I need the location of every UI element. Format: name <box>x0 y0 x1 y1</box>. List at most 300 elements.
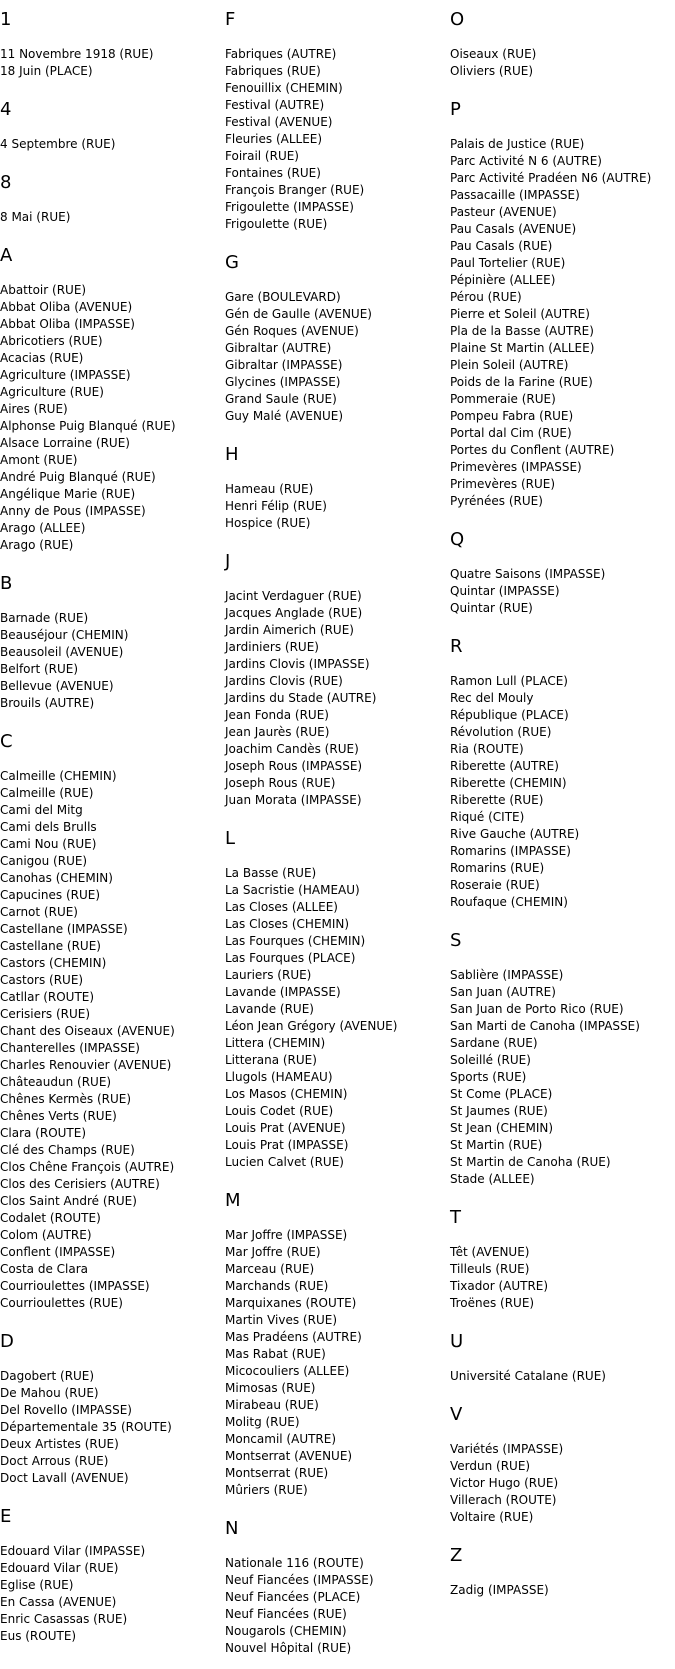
street-item: Alsace Lorraine (RUE) <box>0 436 130 450</box>
street-item: Départementale 35 (ROUTE) <box>0 1420 172 1434</box>
street-item: Abbat Oliba (AVENUE) <box>0 300 133 314</box>
section-spacer <box>450 1188 675 1198</box>
letter-heading: M <box>225 1190 241 1211</box>
street-list <box>225 1227 450 1499</box>
street-item: Edouard Vilar (RUE) <box>0 1561 119 1575</box>
street-item: Deux Artistes (RUE) <box>0 1437 119 1451</box>
street-item: Jardins du Stade (AUTRE) <box>225 691 377 705</box>
street-list <box>450 1244 675 1312</box>
letter-section-s <box>450 929 675 1198</box>
section-spacer <box>450 911 675 921</box>
street-list <box>450 1582 675 1599</box>
street-item: Dagobert (RUE) <box>0 1369 95 1383</box>
letter-section-e <box>0 1505 225 1655</box>
street-item: Joachim Candès (RUE) <box>225 742 359 756</box>
letter-section-t <box>450 1206 675 1322</box>
street-index-column-2 <box>225 0 450 1667</box>
street-item: Eglise (RUE) <box>0 1578 74 1592</box>
letter-section-p <box>450 98 675 520</box>
section-spacer <box>225 809 450 819</box>
letter-heading: S <box>450 930 462 951</box>
section-spacer <box>0 226 225 236</box>
street-list <box>0 282 225 554</box>
letter-section-m <box>225 1189 450 1509</box>
section-spacer <box>450 1526 675 1536</box>
street-item: Gibraltar (AUTRE) <box>225 341 332 355</box>
street-item: Abbat Oliba (IMPASSE) <box>0 317 135 331</box>
street-item: Mimosas (RUE) <box>225 1381 316 1395</box>
street-item: Doct Arrous (RUE) <box>0 1454 109 1468</box>
letter-section-j <box>225 550 450 819</box>
street-item: St Jean (CHEMIN) <box>450 1121 554 1135</box>
street-item: Angélique Marie (RUE) <box>0 487 136 501</box>
street-item: Jardin Aimerich (RUE) <box>225 623 354 637</box>
street-list <box>0 1543 225 1645</box>
street-item: Alphonse Puig Blanqué (RUE) <box>0 419 176 433</box>
street-item: Castellane (RUE) <box>0 939 101 953</box>
letter-heading: E <box>0 1506 12 1527</box>
street-item: Oiseaux (RUE) <box>450 47 537 61</box>
street-item: Calmeille (RUE) <box>0 786 94 800</box>
street-item: Barnade (RUE) <box>0 611 89 625</box>
street-item: Gén de Gaulle (AVENUE) <box>225 307 372 321</box>
street-item: Louis Codet (RUE) <box>225 1104 334 1118</box>
street-item: Montserrat (AVENUE) <box>225 1449 353 1463</box>
street-item: Jardiniers (RUE) <box>225 640 319 654</box>
street-item: Sablière (IMPASSE) <box>450 968 564 982</box>
street-item: André Puig Blanqué (RUE) <box>0 470 156 484</box>
street-item: Châteaudun (RUE) <box>0 1075 112 1089</box>
street-item: Fabriques (RUE) <box>225 64 321 78</box>
street-item: Colom (AUTRE) <box>0 1228 92 1242</box>
street-item: Riqué (CITE) <box>450 810 525 824</box>
street-item: Chênes Verts (RUE) <box>0 1109 117 1123</box>
street-item: Montserrat (RUE) <box>225 1466 329 1480</box>
street-item: Quatre Saisons (IMPASSE) <box>450 567 606 581</box>
street-item: Clé des Champs (RUE) <box>0 1143 135 1157</box>
street-item: Canigou (RUE) <box>0 854 88 868</box>
street-item: Pla de la Basse (AUTRE) <box>450 324 594 338</box>
letter-section-d <box>0 1330 225 1497</box>
letter-heading: O <box>450 9 465 30</box>
street-list <box>450 46 675 80</box>
street-item: Quintar (IMPASSE) <box>450 584 560 598</box>
street-item: Roufaque (CHEMIN) <box>450 895 568 909</box>
street-item: Neuf Fiancées (RUE) <box>225 1607 347 1621</box>
letter-heading: V <box>450 1404 463 1425</box>
letter-heading: D <box>0 1331 14 1352</box>
street-list <box>225 289 450 425</box>
street-item: Joseph Rous (RUE) <box>225 776 336 790</box>
street-item: Castellane (IMPASSE) <box>0 922 128 936</box>
street-item: Ria (ROUTE) <box>450 742 524 756</box>
street-item: Aires (RUE) <box>0 402 68 416</box>
street-item: République (PLACE) <box>450 708 569 722</box>
street-item: Frigoulette (IMPASSE) <box>225 200 354 214</box>
section-spacer <box>0 554 225 564</box>
street-item: François Branger (RUE) <box>225 183 365 197</box>
street-list <box>0 768 225 1312</box>
street-item: Jardins Clovis (IMPASSE) <box>225 657 370 671</box>
street-item: Marquixanes (ROUTE) <box>225 1296 357 1310</box>
letter-heading: R <box>450 636 463 657</box>
street-item: Chanterelles (IMPASSE) <box>0 1041 140 1055</box>
street-item: Passacaille (IMPASSE) <box>450 188 580 202</box>
street-item: Parc Activité Pradéen N6 (AUTRE) <box>450 171 652 185</box>
street-item: Abattoir (RUE) <box>0 283 87 297</box>
street-item: Louis Prat (AVENUE) <box>225 1121 346 1135</box>
street-item: Edouard Vilar (IMPASSE) <box>0 1544 146 1558</box>
street-item: Cerisiers (RUE) <box>0 1007 91 1021</box>
street-item: Riberette (RUE) <box>450 793 544 807</box>
section-spacer <box>225 1171 450 1181</box>
letter-section-8 <box>0 171 225 236</box>
street-item: Fabriques (AUTRE) <box>225 47 337 61</box>
street-item: Lavande (IMPASSE) <box>225 985 341 999</box>
street-item: Acacias (RUE) <box>0 351 84 365</box>
street-item: Castors (CHEMIN) <box>0 956 107 970</box>
street-item: San Marti de Canoha (IMPASSE) <box>450 1019 640 1033</box>
letter-heading: T <box>450 1207 461 1228</box>
street-item: Oliviers (RUE) <box>450 64 533 78</box>
street-item: Tixador (AUTRE) <box>450 1279 549 1293</box>
street-item: Soleillé (RUE) <box>450 1053 531 1067</box>
street-list <box>0 209 225 226</box>
letter-heading: Q <box>450 529 465 550</box>
street-item: 8 Mai (RUE) <box>0 210 71 224</box>
street-item: Castors (RUE) <box>0 973 84 987</box>
street-list <box>0 610 225 712</box>
street-item: Pau Casals (AVENUE) <box>450 222 577 236</box>
section-spacer <box>0 1487 225 1497</box>
street-item: Troënes (RUE) <box>450 1296 535 1310</box>
street-item: Hameau (RUE) <box>225 482 314 496</box>
street-item: Lucien Calvet (RUE) <box>225 1155 344 1169</box>
street-item: De Mahou (RUE) <box>0 1386 99 1400</box>
street-item: Neuf Fiancées (PLACE) <box>225 1590 361 1604</box>
street-item: Jean Jaurès (RUE) <box>225 725 330 739</box>
street-item: Grand Saule (RUE) <box>225 392 337 406</box>
street-item: Brouils (AUTRE) <box>0 696 95 710</box>
street-item: Mas Pradéens (AUTRE) <box>225 1330 362 1344</box>
street-item: Gibraltar (IMPASSE) <box>225 358 343 372</box>
street-item: Voltaire (RUE) <box>450 1510 534 1524</box>
letter-section-u <box>450 1330 675 1395</box>
street-item: Joseph Rous (IMPASSE) <box>225 759 363 773</box>
street-item: Villerach (ROUTE) <box>450 1493 557 1507</box>
street-list <box>450 136 675 510</box>
street-item: Henri Félip (RUE) <box>225 499 327 513</box>
street-item: Primevères (IMPASSE) <box>450 460 582 474</box>
street-item: Pérou (RUE) <box>450 290 522 304</box>
street-item: Bellevue (AVENUE) <box>0 679 114 693</box>
street-item: Litterana (RUE) <box>225 1053 317 1067</box>
letter-heading: H <box>225 444 239 465</box>
street-item: Agriculture (RUE) <box>0 385 104 399</box>
street-item: Roseraie (RUE) <box>450 878 540 892</box>
street-item: Conflent (IMPASSE) <box>0 1245 116 1259</box>
street-item: Ramon Lull (PLACE) <box>450 674 568 688</box>
street-item: Rec del Mouly <box>450 691 534 705</box>
street-item: Léon Jean Grégory (AVENUE) <box>225 1019 398 1033</box>
street-item: Fenouillix (CHEMIN) <box>225 81 343 95</box>
street-item: Mirabeau (RUE) <box>225 1398 319 1412</box>
street-item: Rive Gauche (AUTRE) <box>450 827 580 841</box>
street-item: Jean Fonda (RUE) <box>225 708 329 722</box>
street-item: Llugols (HAMEAU) <box>225 1070 333 1084</box>
street-item: 4 Septembre (RUE) <box>0 137 116 151</box>
street-list <box>225 46 450 233</box>
street-item: Amont (RUE) <box>0 453 78 467</box>
letter-section-f <box>225 8 450 243</box>
section-spacer <box>450 80 675 90</box>
street-item: Clos Chêne François (AUTRE) <box>0 1160 175 1174</box>
street-item: Lavande (RUE) <box>225 1002 314 1016</box>
street-item: Pau Casals (RUE) <box>450 239 553 253</box>
street-item: Verdun (RUE) <box>450 1459 531 1473</box>
street-item: Nouvel Hôpital (RUE) <box>225 1641 352 1655</box>
letter-heading: B <box>0 573 13 594</box>
street-list <box>0 1368 225 1487</box>
letter-section-l <box>225 827 450 1181</box>
street-item: Riberette (CHEMIN) <box>450 776 567 790</box>
street-item: Juan Morata (IMPASSE) <box>225 793 362 807</box>
street-list <box>450 1368 675 1385</box>
section-spacer <box>0 1312 225 1322</box>
letter-section-b <box>0 572 225 722</box>
letter-heading: N <box>225 1518 239 1539</box>
street-item: Capucines (RUE) <box>0 888 101 902</box>
street-item: Frigoulette (RUE) <box>225 217 328 231</box>
street-item: St Martin de Canoha (RUE) <box>450 1155 611 1169</box>
street-item: Enric Casassas (RUE) <box>0 1612 128 1626</box>
street-item: Portal dal Cim (RUE) <box>450 426 572 440</box>
street-item: Louis Prat (IMPASSE) <box>225 1138 349 1152</box>
street-item: Doct Lavall (AVENUE) <box>0 1471 129 1485</box>
street-item: Arago (RUE) <box>0 538 74 552</box>
street-item: Las Fourques (CHEMIN) <box>225 934 366 948</box>
street-item: Neuf Fiancées (IMPASSE) <box>225 1573 374 1587</box>
street-item: Hospice (RUE) <box>225 516 311 530</box>
street-item: Chênes Kermès (RUE) <box>0 1092 132 1106</box>
letter-heading: A <box>0 245 13 266</box>
letter-heading: L <box>225 828 236 849</box>
street-item: En Cassa (AVENUE) <box>0 1595 117 1609</box>
street-item: San Juan de Porto Rico (RUE) <box>450 1002 624 1016</box>
street-item: Calmeille (CHEMIN) <box>0 769 117 783</box>
letter-section-1 <box>0 8 225 90</box>
street-item: Littera (CHEMIN) <box>225 1036 326 1050</box>
street-item: Pommeraie (RUE) <box>450 392 556 406</box>
street-item: Las Closes (CHEMIN) <box>225 917 350 931</box>
street-item: Carnot (RUE) <box>0 905 78 919</box>
street-item: Eus (ROUTE) <box>0 1629 77 1643</box>
section-spacer <box>450 1312 675 1322</box>
letter-section-h <box>225 443 450 542</box>
street-item: Catllar (ROUTE) <box>0 990 95 1004</box>
street-item: Romarins (RUE) <box>450 861 545 875</box>
street-list <box>0 136 225 153</box>
street-item: Clos des Cerisiers (AUTRE) <box>0 1177 160 1191</box>
street-item: Pompeu Fabra (RUE) <box>450 409 574 423</box>
street-item: Foirail (RUE) <box>225 149 299 163</box>
street-item: St Jaumes (RUE) <box>450 1104 548 1118</box>
street-item: Arago (ALLEE) <box>0 521 86 535</box>
street-item: Pierre et Soleil (AUTRE) <box>450 307 590 321</box>
street-item: Université Catalane (RUE) <box>450 1369 606 1383</box>
street-item: Abricotiers (RUE) <box>0 334 103 348</box>
street-item: Cami dels Brulls <box>0 820 97 834</box>
street-item: Festival (AUTRE) <box>225 98 325 112</box>
street-item: Las Closes (ALLEE) <box>225 900 338 914</box>
street-item: Pasteur (AVENUE) <box>450 205 557 219</box>
letter-section-g <box>225 251 450 435</box>
letter-section-q <box>450 528 675 627</box>
street-item: Victor Hugo (RUE) <box>450 1476 559 1490</box>
letter-section-r <box>450 635 675 921</box>
letter-heading: P <box>450 99 461 120</box>
street-item: Mar Joffre (IMPASSE) <box>225 1228 348 1242</box>
street-item: La Sacristie (HAMEAU) <box>225 883 360 897</box>
street-item: Jacint Verdaguer (RUE) <box>225 589 362 603</box>
street-item: Marchands (RUE) <box>225 1279 329 1293</box>
street-item: La Basse (RUE) <box>225 866 317 880</box>
section-spacer <box>450 617 675 627</box>
street-item: Guy Malé (AVENUE) <box>225 409 343 423</box>
street-item: Courrioulettes (RUE) <box>0 1296 123 1310</box>
letter-section-a <box>0 244 225 564</box>
street-item: Portes du Conflent (AUTRE) <box>450 443 615 457</box>
letter-heading: U <box>450 1331 464 1352</box>
section-spacer <box>0 80 225 90</box>
street-item: Fontaines (RUE) <box>225 166 321 180</box>
street-item: Micocouliers (ALLEE) <box>225 1364 350 1378</box>
street-item: Têt (AVENUE) <box>450 1245 530 1259</box>
street-item: Tilleuls (RUE) <box>450 1262 530 1276</box>
street-item: Pyrénées (RUE) <box>450 494 543 508</box>
street-item: Las Fourques (PLACE) <box>225 951 356 965</box>
street-item: Pépinière (ALLEE) <box>450 273 556 287</box>
letter-heading: 1 <box>0 9 12 30</box>
street-item: Jacques Anglade (RUE) <box>225 606 363 620</box>
street-item: St Martin (RUE) <box>450 1138 543 1152</box>
letter-heading: F <box>225 9 236 30</box>
street-item: Canohas (CHEMIN) <box>0 871 113 885</box>
street-item: Clos Saint André (RUE) <box>0 1194 137 1208</box>
street-item: Paul Tortelier (RUE) <box>450 256 566 270</box>
street-list <box>450 1441 675 1526</box>
street-item: San Juan (AUTRE) <box>450 985 556 999</box>
street-list <box>0 46 225 80</box>
street-list <box>225 1555 450 1657</box>
street-item: Palais de Justice (RUE) <box>450 137 585 151</box>
street-item: Beauséjour (CHEMIN) <box>0 628 129 642</box>
letter-section-4 <box>0 98 225 163</box>
street-item: Mas Rabat (RUE) <box>225 1347 326 1361</box>
street-item: Moncamil (AUTRE) <box>225 1432 337 1446</box>
street-item: Lauriers (RUE) <box>225 968 312 982</box>
street-item: Los Masos (CHEMIN) <box>225 1087 348 1101</box>
street-list <box>225 588 450 809</box>
street-item: Agriculture (IMPASSE) <box>0 368 131 382</box>
street-item: Fleuries (ALLEE) <box>225 132 323 146</box>
street-item: Martin Vives (RUE) <box>225 1313 337 1327</box>
street-item: Clara (ROUTE) <box>0 1126 87 1140</box>
letter-section-v <box>450 1403 675 1536</box>
street-item: Plein Soleil (AUTRE) <box>450 358 569 372</box>
letter-heading: 4 <box>0 99 12 120</box>
section-spacer <box>225 1499 450 1509</box>
section-spacer <box>0 153 225 163</box>
letter-heading: G <box>225 252 239 273</box>
letter-section-c <box>0 730 225 1322</box>
section-spacer <box>0 712 225 722</box>
street-index-column-3 <box>450 0 675 1609</box>
street-item: Variétés (IMPASSE) <box>450 1442 564 1456</box>
street-item: Romarins (IMPASSE) <box>450 844 571 858</box>
street-item: Charles Renouvier (AVENUE) <box>0 1058 172 1072</box>
street-item: Del Rovello (IMPASSE) <box>0 1403 132 1417</box>
street-item: Mar Joffre (RUE) <box>225 1245 321 1259</box>
street-item: Codalet (ROUTE) <box>0 1211 101 1225</box>
street-item: Cami Nou (RUE) <box>0 837 97 851</box>
section-spacer <box>450 510 675 520</box>
street-list <box>225 865 450 1171</box>
street-item: Cami del Mitg <box>0 803 83 817</box>
street-item: St Come (PLACE) <box>450 1087 553 1101</box>
street-list <box>450 673 675 911</box>
street-item: Parc Activité N 6 (AUTRE) <box>450 154 602 168</box>
street-item: Glycines (IMPASSE) <box>225 375 341 389</box>
street-item: Anny de Pous (IMPASSE) <box>0 504 146 518</box>
letter-section-o <box>450 8 675 90</box>
street-item: Gare (BOULEVARD) <box>225 290 341 304</box>
street-item: Chant des Oiseaux (AVENUE) <box>0 1024 175 1038</box>
street-list <box>450 566 675 617</box>
letter-heading: Z <box>450 1545 463 1566</box>
street-item: Nationale 116 (ROUTE) <box>225 1556 364 1570</box>
street-item: Primevères (RUE) <box>450 477 556 491</box>
street-item: Molitg (RUE) <box>225 1415 300 1429</box>
letter-section-z <box>450 1544 675 1609</box>
section-spacer <box>450 1599 675 1609</box>
street-item: Marceau (RUE) <box>225 1262 315 1276</box>
street-item: Festival (AVENUE) <box>225 115 333 129</box>
street-item: Stade (ALLEE) <box>450 1172 535 1186</box>
street-item: Costa de Clara <box>0 1262 89 1276</box>
street-item: Zadig (IMPASSE) <box>450 1583 549 1597</box>
street-item: Révolution (RUE) <box>450 725 552 739</box>
street-item: Sports (RUE) <box>450 1070 527 1084</box>
street-item: 11 Novembre 1918 (RUE) <box>0 47 154 61</box>
section-spacer <box>225 1657 450 1667</box>
section-spacer <box>225 425 450 435</box>
street-item: Plaine St Martin (ALLEE) <box>450 341 595 355</box>
street-list <box>450 967 675 1188</box>
street-index-column-1 <box>0 0 225 1655</box>
section-spacer <box>225 532 450 542</box>
letter-section-n <box>225 1517 450 1667</box>
street-item: Mûriers (RUE) <box>225 1483 308 1497</box>
section-spacer <box>450 1385 675 1395</box>
street-item: Nougarols (CHEMIN) <box>225 1624 347 1638</box>
letter-heading: J <box>225 551 231 572</box>
letter-heading: 8 <box>0 172 12 193</box>
street-item: Gén Roques (AVENUE) <box>225 324 359 338</box>
street-item: Courrioulettes (IMPASSE) <box>0 1279 150 1293</box>
street-item: Sardane (RUE) <box>450 1036 538 1050</box>
street-list <box>225 481 450 532</box>
